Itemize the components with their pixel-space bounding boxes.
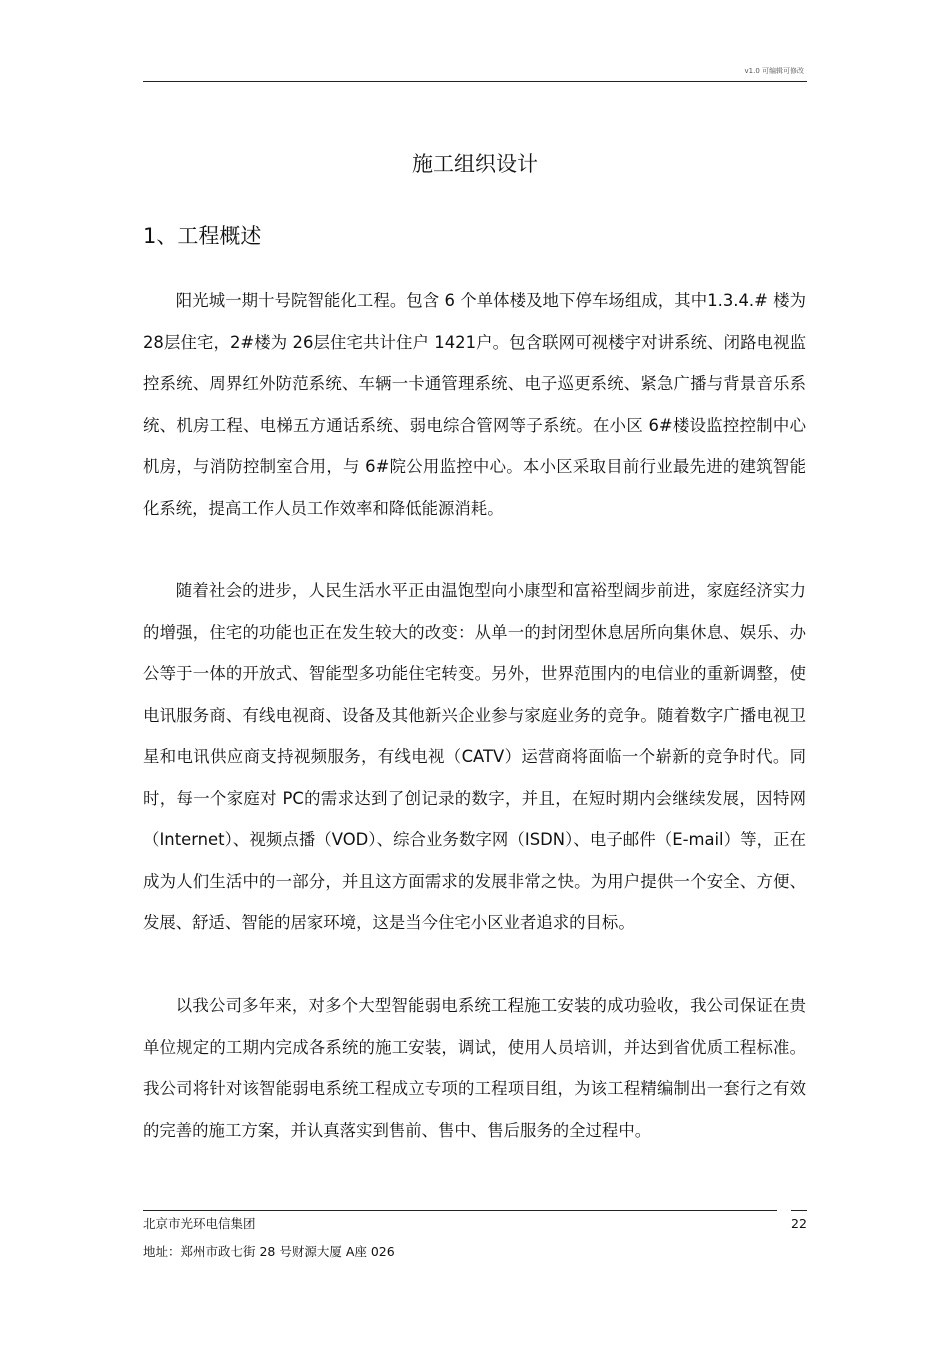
paragraph-text: 阳光城一期十号院智能化工程。包含 6 个单体楼及地下停车场组成，其中1.3.4.# 楼为 28层住宅，2#楼为 26层住宅共计住户 1421户。包含联网可视楼宇对讲系统、闭路电视监控系统、周界红外防范系统、车辆一卡通管理系统、电子巡更系统、紧急广播与背景音乐系统、机房工程、电梯五方通话系统、弱电综合管网等子系统。在小区 6#楼设监控控制中心机房，与消防控制室合用，与 6#院公用监控中心。本小区采取目前行业最先进的建筑智能化系统，提高工作人员工作效率和降低能源消耗。 — [143, 291, 806, 518]
footer-divider-short — [791, 1210, 807, 1211]
footer-address: 地址：郑州市政七街 28 号财源大厦 A座 026 — [143, 1244, 395, 1259]
document-title: 施工组织设计 — [412, 152, 538, 176]
section-heading: 1、工程概述 — [143, 224, 262, 248]
body-paragraph-1 — [143, 280, 806, 529]
paragraph-text: 以我公司多年来，对多个大型智能弱电系统工程施工安装的成功验收，我公司保证在贵单位规定的工期内完成各系统的施工安装，调试，使用人员培训，并达到省优质工程标准。我公司将针对该智能弱电系统工程成立专项的工程项目组，为该工程精编制出一套行之有效的完善的施工方案，并认真落实到售前、售中、售后服务的全过程中。 — [143, 996, 806, 1140]
body-paragraph-2 — [143, 570, 806, 944]
page-number: 22 — [791, 1216, 807, 1231]
body-paragraph-3 — [143, 985, 806, 1151]
header-version-tag: v1.0 可编辑可修改 — [744, 67, 804, 75]
footer-company: 北京市光环电信集团 — [143, 1216, 256, 1231]
footer-divider — [143, 1210, 777, 1211]
header-divider — [143, 81, 807, 82]
paragraph-text: 随着社会的进步，人民生活水平正由温饱型向小康型和富裕型阔步前进，家庭经济实力的增强，住宅的功能也正在发生较大的改变：从单一的封闭型休息居所向集休息、娱乐、办公等于一体的开放式、智能型多功能住宅转变。另外，世界范围内的电信业的重新调整，使电讯服务商、有线电视商、设备及其他新兴企业参与家庭业务的竞争。随着数字广播电视卫星和电讯供应商支持视频服务，有线电视（CATV）运营商将面临一个崭新的竞争时代。同时，每一个家庭对 PC的需求达到了创记录的数字，并且，在短时期内会继续发展，因特网（Internet）、视频点播（VOD）、综合业务数字网（ISDN）、电子邮件（E-mail）等，正在成为人们生活中的一部分，并且这方面需求的发展非常之快。为用户提供一个安全、方便、发展、舒适、智能的居家环境，这是当今住宅小区业者追求的目标。 — [143, 581, 806, 932]
